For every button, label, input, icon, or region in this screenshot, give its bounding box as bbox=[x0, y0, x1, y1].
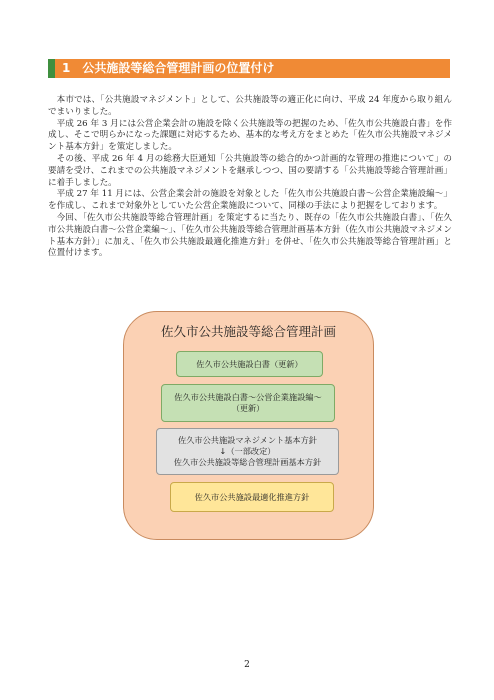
page-number: 2 bbox=[244, 660, 250, 670]
optimization-policy-box bbox=[170, 482, 334, 512]
management-policy-label: 佐久市公共施設マネジメント基本方針 bbox=[178, 435, 317, 445]
plan-structure-diagram bbox=[123, 311, 374, 540]
enterprise-white-paper-sublabel: （更新） bbox=[231, 403, 265, 413]
paragraph-3: その後、平成 26 年 4 月の総務大臣通知「公共施設等の総合的かつ計画的な管理の推進について」の要請を受け、これまでの公共施設マネジメントを継承しつつ、国の要請する「公共施設等総合管理計画」に着手しました。 bbox=[48, 153, 452, 188]
partial-revision-label: ↓（一部改定） bbox=[219, 446, 276, 456]
paragraph-1: 本市では、「公共施設マネジメント」として、公共施設等の適正化に向け、平成 24 年度から取り組んでまいりました。 bbox=[48, 95, 452, 117]
body-text bbox=[48, 95, 452, 260]
facility-white-paper-label: 佐久市公共施設白書（更新） bbox=[196, 358, 303, 369]
paragraph-4: 平成 27 年 11 月には、公営企業会計の施設を対象とした「佐久市公共施設白書～公営企業施設編～」を作成し、これまで対象外としていた公営企業施設について、同様の手法により把握をしております。 bbox=[48, 189, 452, 212]
paragraph-2: 平成 26 年 3 月には公営企業会計の施設を除く公共施設等の把握のため、「佐久市公共施設白書」を作成し、そこで明らかになった課題に対応するため、基本的な考え方をまとめた「佐久市公共施設マネジメント基本方針」を策定しました。 bbox=[48, 118, 452, 153]
section-title: 1 公共施設等総合管理計画の位置付け bbox=[62, 61, 275, 75]
diagram-title: 佐久市公共施設等総合管理計画 bbox=[160, 324, 336, 339]
enterprise-white-paper-box bbox=[161, 384, 335, 422]
paragraph-5: 今回、「佐久市公共施設等総合管理計画」を策定するに当たり、既存の「佐久市公共施設白書」、「佐久市公共施設白書～公営企業編～」、「佐久市公共施設等総合管理計画基本方針（佐久市公共施設マネジメント基本方針）」に加え、「佐久市公共施設最適化推進方針」を併せ、「佐久市公共施設等総合管理計画」と位置付けます。 bbox=[48, 212, 452, 259]
optimization-policy-label: 佐久市公共施設最適化推進方針 bbox=[194, 491, 310, 502]
comprehensive-policy-label: 佐久市公共施設等総合管理計画基本方針 bbox=[173, 457, 322, 467]
facility-white-paper-box bbox=[176, 351, 323, 377]
enterprise-white-paper-label: 佐久市公共施設白書～公営企業施設編～ bbox=[174, 392, 322, 402]
header-accent-bar bbox=[48, 59, 55, 78]
section-header bbox=[48, 59, 450, 78]
management-policy-box bbox=[156, 428, 339, 475]
